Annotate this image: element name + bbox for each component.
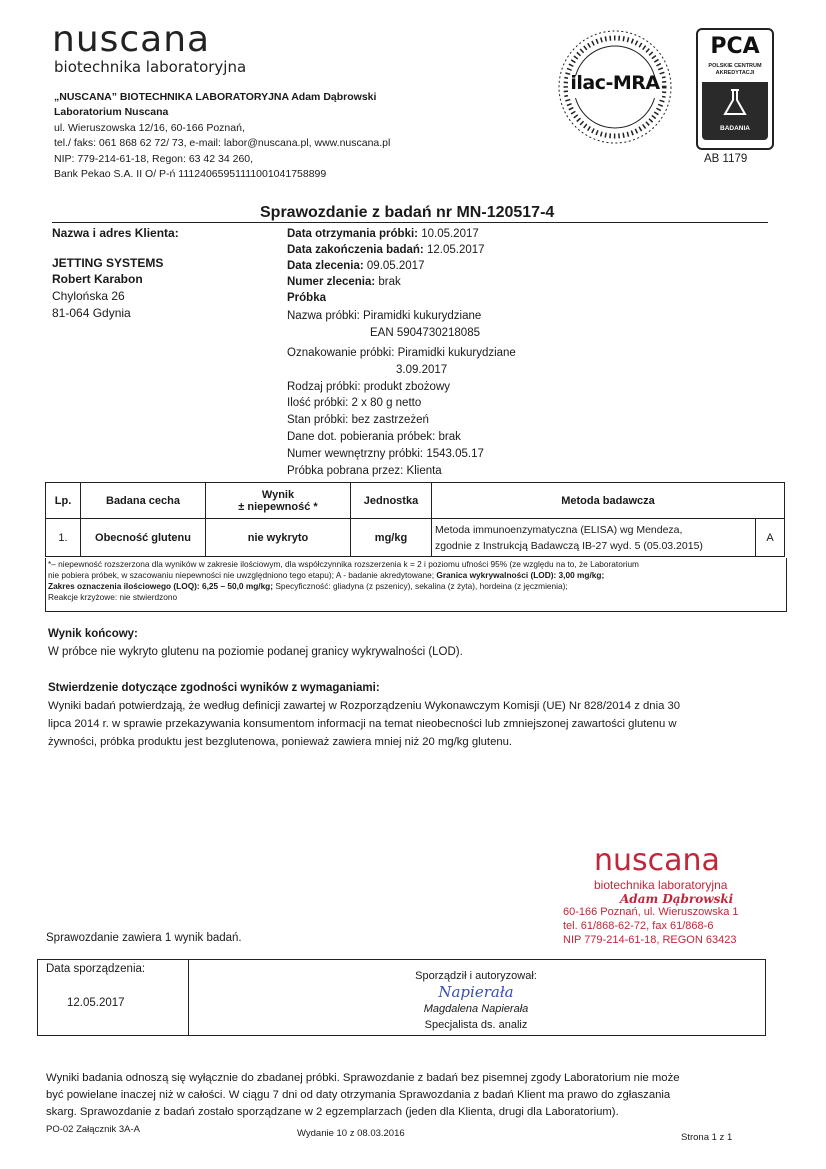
- signature: Napierała: [438, 983, 514, 1001]
- disclaimer-line-1: Wyniki badania odnoszą się wyłącznie do zbadanej próbki. Sprawozdanie z badań bez pisemnej zgody Laboratorium nie może: [46, 1072, 680, 1084]
- stamp-line-3: NIP 779-214-61-18, REGON 63423: [563, 934, 737, 946]
- row-feature: Obecność glutenu: [81, 519, 206, 557]
- conformity-line-2: lipca 2014 r. w sprawie przekazywania konsumentom informacji na temat nieobecności lub zmniejszonej zawartości glutenu w: [48, 718, 677, 730]
- stamp-wordmark: nuscana: [594, 843, 720, 878]
- company-address: ul. Wieruszowska 12/16, 60-166 Poznań,: [54, 122, 245, 134]
- edition: Wydanie 10 z 08.03.2016: [297, 1128, 405, 1139]
- stamp-line-2: tel. 61/868-62-72, fax 61/868-6: [563, 920, 714, 932]
- conformity-line-1: Wyniki badań potwierdzają, że według definicji zawartej w Rozporządzeniu Wykonawczym Komisji (UE) Nr 828/2014 z dnia 30: [48, 700, 681, 712]
- order-date: [287, 258, 424, 274]
- note-line-2-plain: nie pobiera próbek, w szacowaniu niepewności nie uwzględniono tego etapu); A - badanie akredytowane;: [48, 570, 437, 580]
- final-result-text: W próbce nie wykryto glutenu na poziomie podanej granicy wykrywalności (LOD).: [48, 646, 463, 658]
- stamp-subtitle: biotechnika laboratoryjna: [594, 878, 728, 892]
- date-value: 12.05.2017: [67, 997, 125, 1009]
- sample-type: Rodzaj próbki: produkt zbożowy: [287, 381, 450, 393]
- company-contact: tel./ faks: 061 868 62 72/ 73, e-mail: labor@nuscana.pl, www.nuscana.pl: [54, 137, 391, 149]
- order-date-value: 09.05.2017: [366, 260, 425, 272]
- result-count-note: Sprawozdanie zawiera 1 wynik badań.: [46, 932, 242, 944]
- sample-ean: EAN 5904730218085: [370, 327, 480, 339]
- finished-value: 12.05.2017: [426, 244, 485, 256]
- prepared-name: Magdalena Napierała: [423, 1003, 529, 1015]
- internal-number: Numer wewnętrzny próbki: 1543.05.17: [287, 448, 484, 460]
- table-header-row: [46, 483, 785, 519]
- sample-marking: Oznakowanie próbki: Piramidki kukurydziane: [287, 347, 516, 359]
- flask-icon: [722, 88, 748, 118]
- client-person: Robert Karabon: [52, 272, 143, 286]
- pca-accreditation-mark: [696, 28, 774, 150]
- title-divider: [52, 222, 768, 223]
- prepared-role: Specjalista ds. analiz: [424, 1019, 528, 1031]
- row-lp: 1.: [46, 519, 81, 557]
- conformity-heading: Stwierdzenie dotyczące zgodności wyników z wymaganiami:: [48, 682, 380, 694]
- col-result-line-1: Wynik: [261, 488, 295, 501]
- col-unit: Jednostka: [351, 483, 432, 519]
- note-specificity: Specyficzność: gliadyna (z pszenicy), sekalina (z żyta), hordeina (z jęczmienia);: [273, 581, 568, 591]
- pca-sub-line-1: POLSKIE CENTRUM: [708, 63, 762, 69]
- row-unit: mg/kg: [351, 519, 432, 557]
- prepared-label: Sporządził i autoryzował:: [415, 970, 537, 982]
- col-lp: Lp.: [46, 483, 81, 519]
- final-result-heading: Wynik końcowy:: [48, 628, 138, 640]
- sample-quantity: Ilość próbki: 2 x 80 g netto: [287, 397, 422, 409]
- col-result: [206, 483, 351, 519]
- client-name: JETTING SYSTEMS: [52, 256, 164, 270]
- sample-name: Nazwa próbki: Piramidki kukurydziane: [287, 310, 482, 322]
- received-date: [287, 226, 479, 242]
- row-method-line-1: Metoda immunoenzymatyczna (ELISA) wg Mendeza,: [435, 523, 683, 536]
- col-method: Metoda badawcza: [432, 483, 785, 519]
- report-title: Sprawozdanie z badań nr MN-120517-4: [260, 204, 555, 221]
- row-accreditation: A: [756, 519, 785, 557]
- stamp-line-1: 60-166 Poznań, ul. Wieruszowska 1: [563, 906, 739, 918]
- company-logo-subtitle: biotechnika laboratoryjna: [54, 58, 247, 76]
- disclaimer-line-3: skarg. Sprawozdanie z badań zostało sporządzane w 2 egzemplarzach (jeden dla Klienta, drugi dla Laboratorium).: [46, 1106, 619, 1118]
- note-line-2: [48, 570, 604, 581]
- page-number: Strona 1 z 1: [681, 1132, 733, 1143]
- pca-sub-line-2: AKREDYTACJI: [715, 70, 755, 76]
- row-method-line-2: zgodnie z Instrukcją Badawczą IB-27 wyd. 5 (05.03.2015): [435, 539, 703, 552]
- finished-date: [287, 242, 485, 258]
- client-label: Nazwa i adres Klienta:: [52, 226, 179, 240]
- finished-label: Data zakończenia badań:: [287, 244, 424, 256]
- client-city: 81-064 Gdynia: [52, 306, 131, 320]
- company-name: „NUSCANA” BIOTECHNIKA LABORATORYJNA Adam Dąbrowski: [54, 91, 377, 103]
- company-bank: Bank Pekao S.A. II O/ P-ń 11124065951111001041758899: [54, 168, 327, 180]
- note-line-1: *– niepewność rozszerzona dla wyników w zakresie ilościowym, dla współczynnika rozszerzenia k = 2 i poziomu ufności 95% (ze względu na to, że Laboratorium: [48, 559, 639, 569]
- pca-logo-text: PCA: [710, 34, 760, 59]
- sample-heading: Próbka: [287, 292, 326, 304]
- company-nip: NIP: 779-214-61-18, Regon: 63 42 34 260,: [54, 153, 254, 165]
- pca-number: AB 1179: [704, 153, 748, 165]
- sample-state: Stan próbki: bez zastrzeżeń: [287, 414, 429, 426]
- lab-name: Laboratorium Nuscana: [54, 106, 169, 118]
- received-label: Data otrzymania próbki:: [287, 228, 418, 240]
- sampling-data: Dane dot. pobierania próbek: brak: [287, 431, 461, 443]
- order-date-label: Data zlecenia:: [287, 260, 364, 272]
- row-method: [432, 519, 756, 557]
- col-feature: Badana cecha: [81, 483, 206, 519]
- ilac-mra-seal: [556, 28, 674, 146]
- taken-by: Próbka pobrana przez: Klienta: [287, 465, 442, 477]
- note-line-3: [48, 581, 568, 592]
- note-line-4: Reakcje krzyżowe: nie stwierdzono: [48, 592, 178, 602]
- ilac-mra-text: ilac-MRA: [570, 72, 660, 94]
- note-lod: Granica wykrywalności (LOD): 3,00 mg/kg;: [436, 570, 605, 580]
- table-row: [46, 519, 785, 557]
- pca-badania-label: BADANIA: [720, 125, 750, 132]
- disclaimer-line-2: być powielane inaczej niż w całości. W ciągu 7 dni od daty otrzymania Sprawozdania z badań Klient ma prawo do zgłaszania: [46, 1089, 671, 1101]
- row-result: nie wykryto: [206, 519, 351, 557]
- order-no-value: brak: [378, 276, 401, 288]
- sample-marking-date: 3.09.2017: [396, 364, 448, 376]
- conformity-line-3: żywności, próbka produktu jest bezglutenowa, ponieważ zawiera mniej niż 20 mg/kg glutenu.: [48, 736, 513, 748]
- client-street: Chylońska 26: [52, 289, 125, 303]
- note-loq: Zakres oznaczenia ilościowego (LOQ): 6,25 – 50,0 mg/kg;: [48, 581, 274, 591]
- doc-code: PO-02 Załącznik 3A-A: [46, 1124, 140, 1135]
- col-result-line-2: ± niepewność *: [238, 500, 318, 513]
- date-label: Data sporządzenia:: [46, 963, 146, 975]
- company-logo-wordmark: nuscana: [52, 19, 211, 60]
- pca-badania-panel: [702, 82, 768, 140]
- received-value: 10.05.2017: [421, 228, 479, 240]
- order-no-label: Numer zlecenia:: [287, 276, 376, 288]
- order-number: [287, 274, 401, 290]
- stamp-owner: Adam Dąbrowski: [620, 892, 734, 906]
- results-table: [45, 482, 785, 557]
